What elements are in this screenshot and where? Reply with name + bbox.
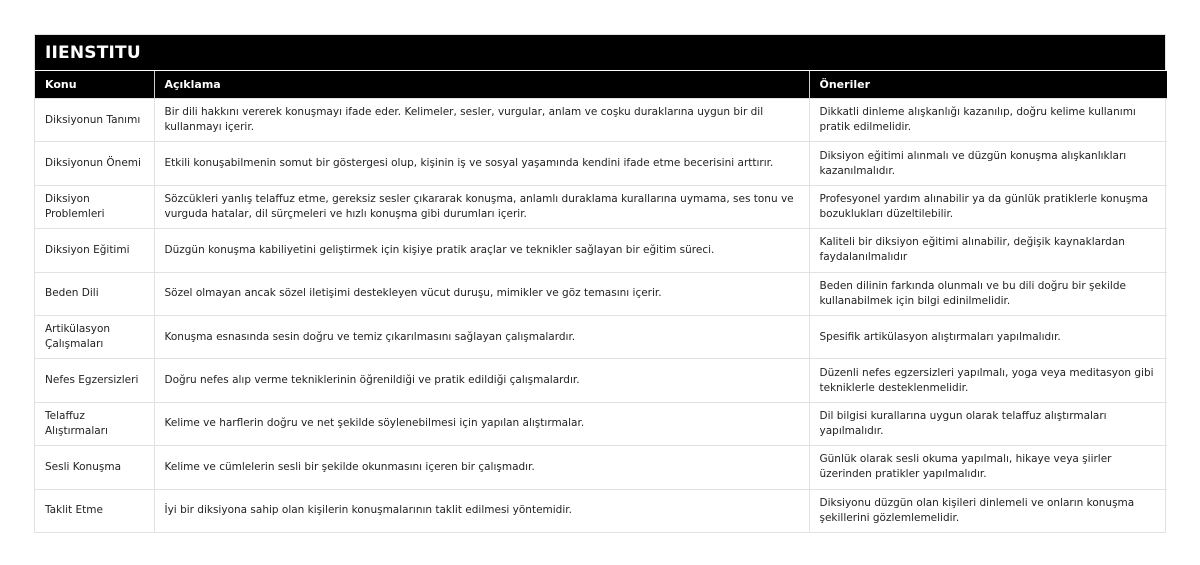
cell-oneriler: Diksiyon eğitimi alınmalı ve düzgün konuşma alışkanlıkları kazanılmalıdır. (809, 142, 1167, 185)
cell-aciklama: Sözcükleri yanlış telaffuz etme, gereksiz sesler çıkararak konuşma, anlamlı duraklama kurallarına uymama, ses tonu ve vurguda hatalar, dil sürçmeleri ve hızlı konuşma gibi durumları içerir. (154, 185, 809, 228)
column-header-aciklama: Açıklama (154, 71, 809, 99)
cell-aciklama: Düzgün konuşma kabiliyetini geliştirmek için kişiye pratik araçlar ve teknikler sağlayan bir eğitim süreci. (154, 229, 809, 272)
cell-oneriler: Diksiyonu düzgün olan kişileri dinlemeli ve onların konuşma şekillerini gözlemlemelidir. (809, 489, 1167, 532)
cell-konu: Taklit Etme (35, 489, 154, 532)
cell-konu: Diksiyon Eğitimi (35, 229, 154, 272)
cell-oneriler: Düzenli nefes egzersizleri yapılmalı, yoga veya meditasyon gibi tekniklerle desteklenmelidir. (809, 359, 1167, 402)
cell-aciklama: Sözel olmayan ancak sözel iletişimi destekleyen vücut duruşu, mimikler ve göz temasını içerir. (154, 272, 809, 315)
table-row (35, 489, 1167, 532)
table-row (35, 446, 1167, 489)
table-row (35, 272, 1167, 315)
table-row (35, 402, 1167, 445)
cell-konu: Telaffuz Alıştırmaları (35, 402, 154, 445)
column-header-oneriler: Öneriler (809, 71, 1167, 99)
brand-title: IIENSTITU (45, 42, 141, 63)
cell-oneriler: Beden dilinin farkında olunmalı ve bu dili doğru bir şekilde kullanabilmek için bilgi edinilmelidir. (809, 272, 1167, 315)
cell-aciklama: Bir dili hakkını vererek konuşmayı ifade eder. Kelimeler, sesler, vurgular, anlam ve coşku duraklarına uygun bir dil kullanmayı içerir. (154, 99, 809, 142)
table-row (35, 142, 1167, 185)
table-row (35, 99, 1167, 142)
cell-oneriler: Dikkatli dinleme alışkanlığı kazanılıp, doğru kelime kullanımı pratik edilmelidir. (809, 99, 1167, 142)
cell-oneriler: Kaliteli bir diksiyon eğitimi alınabilir, değişik kaynaklardan faydalanılmalıdır (809, 229, 1167, 272)
cell-oneriler: Günlük olarak sesli okuma yapılmalı, hikaye veya şiirler üzerinden pratikler yapılmalıdır. (809, 446, 1167, 489)
cell-aciklama: Etkili konuşabilmenin somut bir göstergesi olup, kişinin iş ve sosyal yaşamında kendini ifade etme becerisini arttırır. (154, 142, 809, 185)
cell-aciklama: İyi bir diksiyona sahip olan kişilerin konuşmalarının taklit edilmesi yöntemidir. (154, 489, 809, 532)
table-row (35, 229, 1167, 272)
table-header-row (35, 71, 1167, 99)
cell-konu: Diksiyon Problemleri (35, 185, 154, 228)
table-row (35, 359, 1167, 402)
cell-aciklama: Doğru nefes alıp verme tekniklerinin öğrenildiği ve pratik edildiği çalışmalardır. (154, 359, 809, 402)
cell-aciklama: Kelime ve harflerin doğru ve net şekilde söylenebilmesi için yapılan alıştırmalar. (154, 402, 809, 445)
table-row (35, 185, 1167, 228)
content-table-card (34, 34, 1166, 533)
cell-aciklama: Kelime ve cümlelerin sesli bir şekilde okunmasını içeren bir çalışmadır. (154, 446, 809, 489)
table-row (35, 315, 1167, 358)
cell-oneriler: Profesyonel yardım alınabilir ya da günlük pratiklerle konuşma bozuklukları düzeltilebilir. (809, 185, 1167, 228)
cell-oneriler: Spesifik artikülasyon alıştırmaları yapılmalıdır. (809, 315, 1167, 358)
cell-konu: Nefes Egzersizleri (35, 359, 154, 402)
cell-konu: Diksiyonun Tanımı (35, 99, 154, 142)
column-header-konu: Konu (35, 71, 154, 99)
cell-konu: Artikülasyon Çalışmaları (35, 315, 154, 358)
brand-header (35, 35, 1165, 70)
diksiyon-table (35, 70, 1167, 532)
cell-konu: Sesli Konuşma (35, 446, 154, 489)
cell-konu: Diksiyonun Önemi (35, 142, 154, 185)
cell-aciklama: Konuşma esnasında sesin doğru ve temiz çıkarılmasını sağlayan çalışmalardır. (154, 315, 809, 358)
cell-konu: Beden Dili (35, 272, 154, 315)
cell-oneriler: Dil bilgisi kurallarına uygun olarak telaffuz alıştırmaları yapılmalıdır. (809, 402, 1167, 445)
